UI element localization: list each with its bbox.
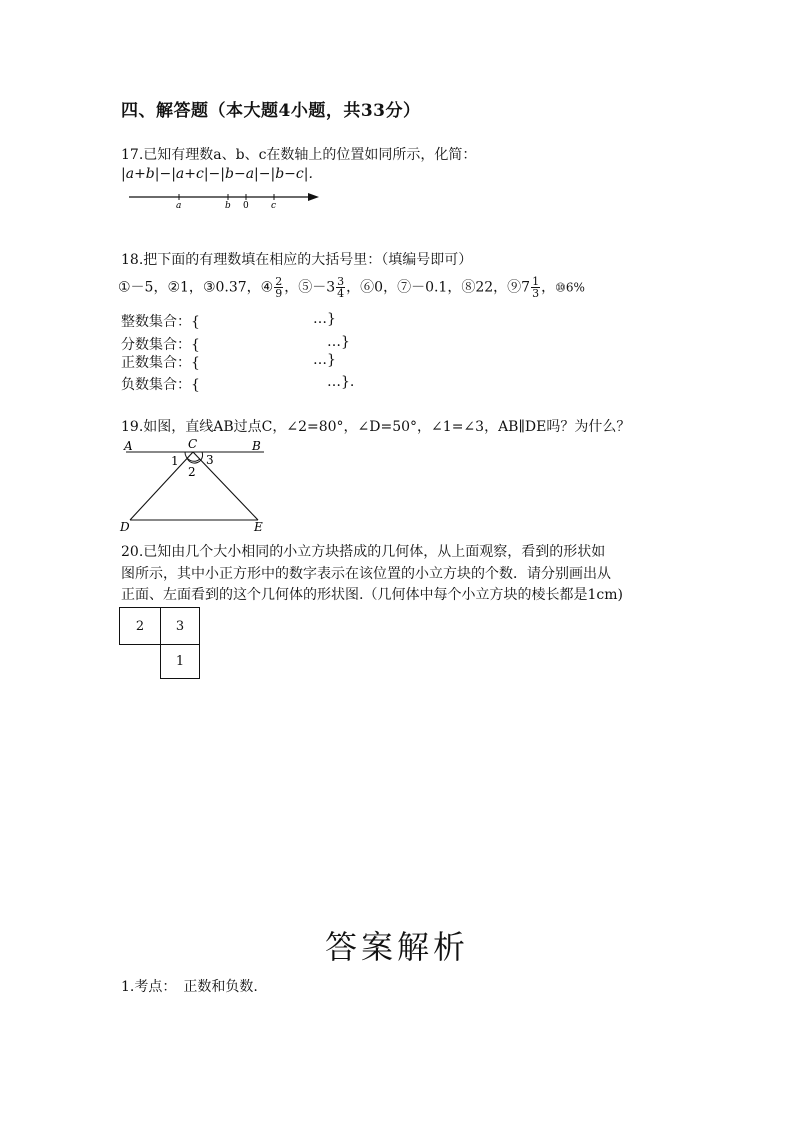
q20-line3: 正面、左面看到的这个几何体的形状图.（几何体中每个小立方块的棱长都是1cm) <box>121 587 623 603</box>
label-D: D <box>120 520 130 532</box>
triangle-diagram <box>118 434 278 532</box>
q17-expression: |a+b|−|a+c|−|b−a|−|b−c|. <box>121 166 313 182</box>
label-b: b <box>225 201 231 210</box>
set-positive-label: 正数集合：{ <box>121 355 200 371</box>
label-a: a <box>176 201 182 210</box>
set-fraction-end: …} <box>327 334 350 350</box>
fraction-2-9: $\frac{2}{9}$ <box>275 275 283 300</box>
grid-cell-1: 1 <box>160 644 200 679</box>
set-positive-end: …} <box>313 352 336 368</box>
q18-text: 18.把下面的有理数填在相应的大括号里：（填编号即可） <box>121 252 473 268</box>
set-fraction-label: 分数集合：{ <box>121 337 200 353</box>
number-line-diagram <box>124 188 324 210</box>
angle-3-label: 3 <box>206 453 214 467</box>
q18-items: ①－5，②1，③0.37，④ $\frac{2}{9}$ ，⑤－3 $\frac{3}{4}$ ，⑥0，⑦－0.1，⑧22，⑨7 $\frac{1}{3}$ ，⑩6% <box>118 275 585 300</box>
answer-line-1: 1.考点： 正数和负数. <box>121 979 258 995</box>
q20-line2: 图所示，其中小正方形中的数字表示在该位置的小立方块的个数．请分别画出从 <box>121 566 611 582</box>
section-title: 四、解答题（本大题4小题，共33分） <box>121 101 421 121</box>
set-negative-label: 负数集合：{ <box>121 377 200 393</box>
label-E: E <box>254 520 263 532</box>
q19-text: 19.如图，直线AB过点C，∠2=80°，∠D=50°，∠1=∠3，AB∥DE吗？为什么？ <box>121 419 631 435</box>
set-integer-label: 整数集合：{ <box>121 314 200 330</box>
fraction-1-3: $\frac{1}{3}$ <box>532 275 540 300</box>
q20-line1: 20.已知由几个大小相同的小立方块搭成的几何体，从上面观察，看到的形状如 <box>121 544 606 560</box>
grid-cell-3: 3 <box>160 607 200 645</box>
label-C: C <box>188 437 198 451</box>
label-B: B <box>252 439 261 453</box>
label-A: A <box>124 439 133 453</box>
fraction-3-4: $\frac{3}{4}$ <box>337 275 345 300</box>
q17-text: 17.已知有理数a、b、c在数轴上的位置如同所示，化简： <box>121 147 477 163</box>
label-zero: 0 <box>243 201 249 210</box>
set-negative-end: …}. <box>327 374 355 390</box>
angle-1-label: 1 <box>171 454 179 468</box>
angle-2-label: 2 <box>188 465 196 479</box>
grid-cell-2: 2 <box>119 607 161 645</box>
answer-title: 答案解析 <box>324 928 469 966</box>
label-c: c <box>271 201 277 210</box>
set-integer-end: …} <box>313 311 336 327</box>
